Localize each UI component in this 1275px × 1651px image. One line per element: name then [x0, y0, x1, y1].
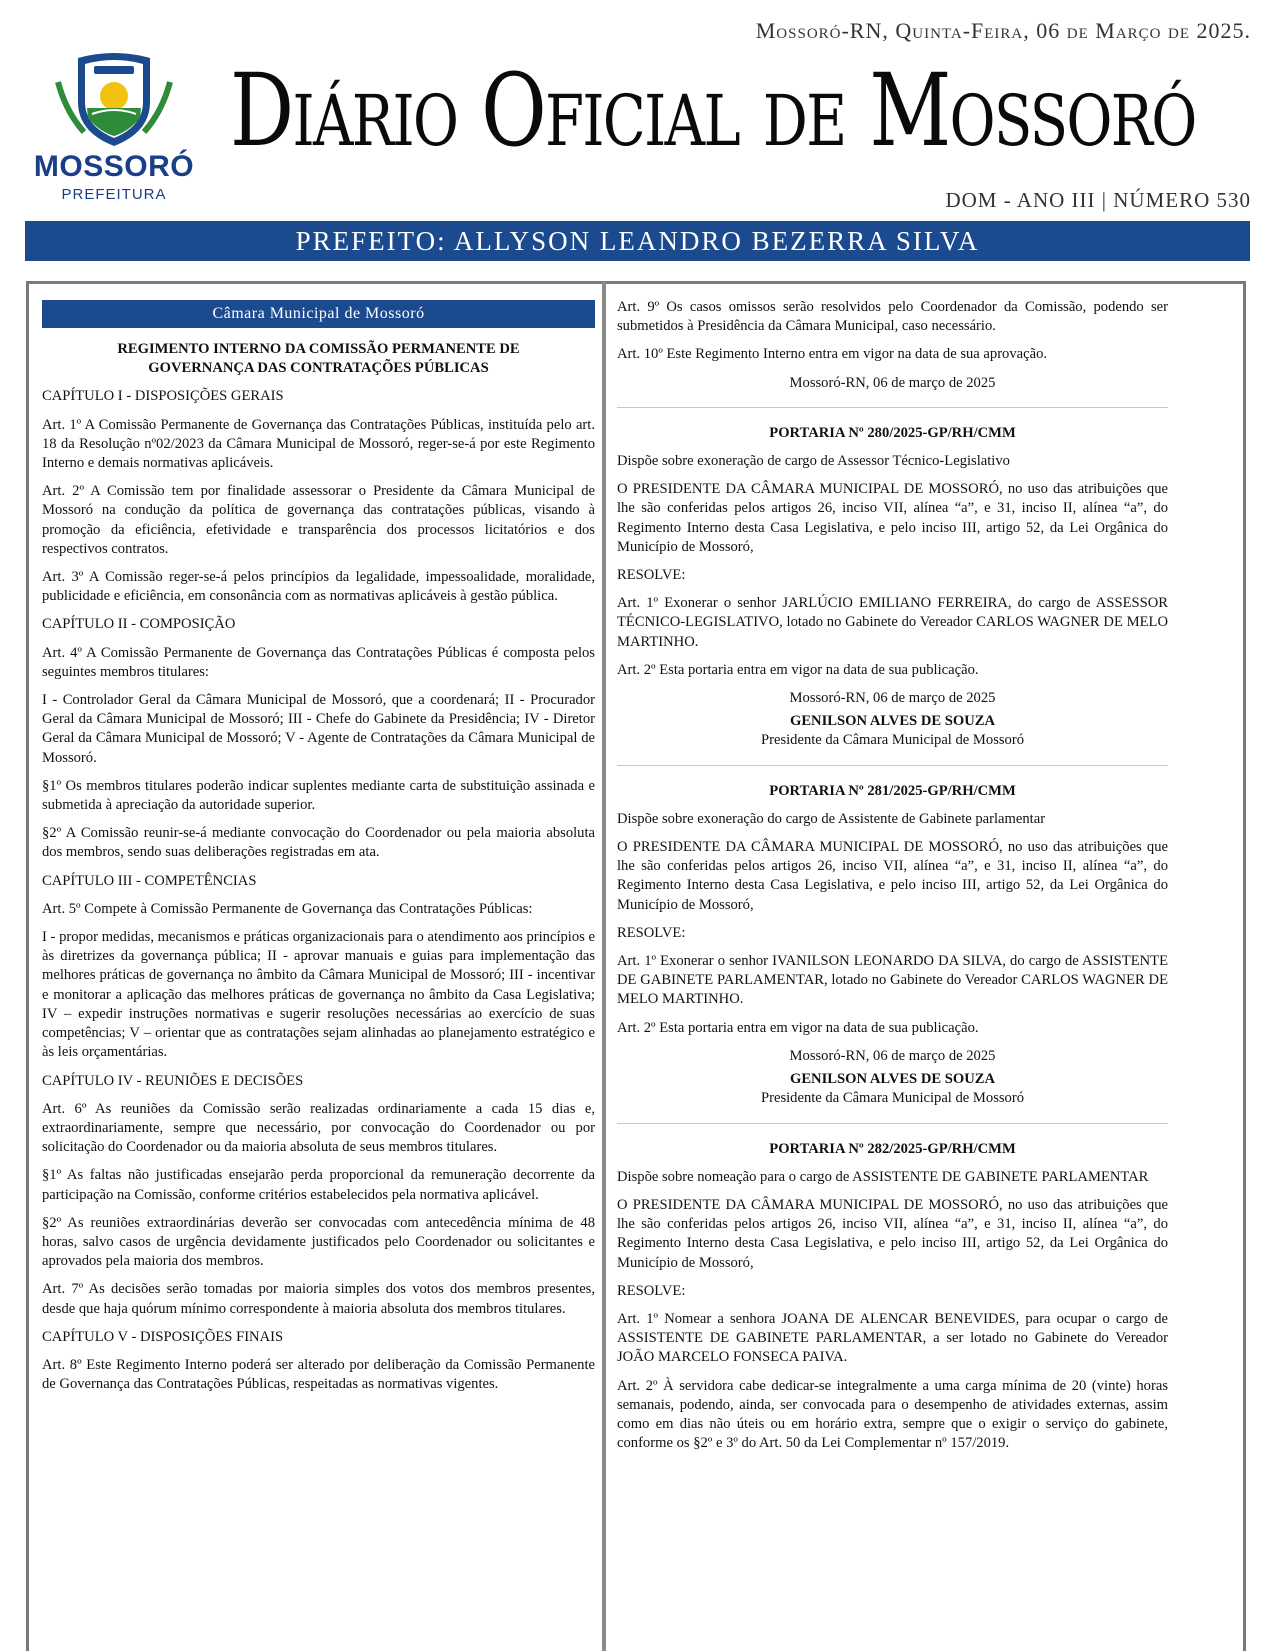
section-heading: Câmara Municipal de Mossoró [42, 300, 595, 328]
prefeitura-logo [24, 52, 204, 202]
portaria-title: PORTARIA Nº 281/2025-GP/RH/CMM [769, 782, 1016, 799]
regimento-title: REGIMENTO INTERNO DA COMISSÃO PERMANENTE DE GOVERNANÇA DAS CONTRATAÇÕES PÚBLICAS [117, 341, 520, 377]
paragraph: §1º Os membros titulares poderão indicar suplentes mediante carta de substituição assinada e submetida à apreciação da autoridade superior. [42, 777, 595, 814]
paragraph: Art. 9º Os casos omissos serão resolvidos pelo Coordenador da Comissão, podendo ser submetidos à Presidência da Câmara Municipal, caso necessário. [617, 299, 1168, 335]
signer-role: Presidente da Câmara Municipal de Mossoró [760, 1090, 1025, 1107]
portaria-preamble: O PRESIDENTE DA CÂMARA MUNICIPAL DE MOSSORÓ, no uso das atribuições que lhe são conferidas pelos artigos 26, inciso VII, alínea “a”, e 31, inciso II, alínea “a”, do Regimento Interno desta Casa Legislativa, e pelo inciso III, artigo 52, da Lei Orgânica do Município de Mossoró, [617, 839, 1168, 913]
portaria-date: Mossoró-RN, 06 de março de 2025 [789, 690, 996, 707]
edition-date: Mossoró-RN, Quinta-Feira, 06 de Março de 2025. [755, 18, 1251, 43]
paragraph: Art. 2º A Comissão tem por finalidade assessorar o Presidente da Câmara Municipal de Mossoró na condução da política de governança das contratações públicas, visando à promoção da eficiência, efetividade e transparência dos processos licitatórios e dos respectivos contratos. [42, 483, 595, 557]
portaria-art1: Art. 1º Nomear a senhora JOANA DE ALENCAR BENEVIDES, para ocupar o cargo de ASSISTENTE DE GABINETE PARLAMENTAR, a ser lotado no Gabinete do Vereador JOÃO MARCELO FONSECA PAIVA. [617, 1310, 1168, 1366]
portaria-resolve: RESOLVE: [617, 924, 686, 941]
portaria-subject: Dispõe sobre nomeação para o cargo de ASSISTENTE DE GABINETE PARLAMENTAR [617, 1168, 1149, 1185]
logo-wordmark: MOSSORÓ [33, 150, 195, 183]
signer-name: GENILSON ALVES DE SOUZA [789, 713, 996, 730]
separator [617, 407, 1168, 408]
portaria-art2: Art. 2º À servidora cabe dedicar-se integralmente a uma carga mínima de 20 (vinte) horas semanais, podendo, ainda, ser convocada para o desempenho de atividades externas, assim como em dias não úteis ou em horário extra, sempre que o exigir o serviço do gabinete, conforme os §2º e 3º do Art. 50 da Lei Complementar nº 157/2019. [617, 1377, 1168, 1452]
left-column [42, 300, 595, 1403]
logo-subtitle: PREFEITURA [61, 186, 167, 203]
paragraph: Art. 3º A Comissão reger-se-á pelos princípios da legalidade, impessoalidade, moralidade, publicidade e eficiência, em consonância com as normativas aplicáveis à gestão pública. [42, 569, 595, 605]
chapter-heading: CAPÍTULO II - COMPOSIÇÃO [42, 616, 236, 633]
masthead-title: Diário Oficial de Mossoró [230, 52, 1196, 169]
coat-of-arms-icon [54, 52, 174, 148]
chapter-heading: CAPÍTULO V - DISPOSIÇÕES FINAIS [42, 1328, 284, 1345]
paragraph: Art. 6º As reuniões da Comissão serão realizadas ordinariamente a cada 15 dias e, extraordinariamente, sempre que necessário, por convocação do Coordenador ou por solicitação do Coordenador ou da maioria absoluta de seus membros titulares. [42, 1100, 595, 1156]
issue-number: DOM - ANO III | NÚMERO 530 [945, 188, 1251, 212]
signer-name: GENILSON ALVES DE SOUZA [789, 1071, 996, 1088]
paragraph: I - propor medidas, mecanismos e práticas organizacionais para o atendimento aos princípios e às diretrizes da governança pública; II - aprovar manuais e guias para implementação das melhores práticas de governança no âmbito da Câmara Municipal de Mossoró; III - incentivar e monitorar a aplicação das melhores práticas de governança no âmbito da Casa Legislativa; IV – expedir instruções normativas e sugerir resoluções necessárias ao exercício de suas competências; V – orientar que as contratações sejam alinhadas ao planejamento estratégico e às leis orçamentárias. [42, 929, 595, 1061]
paragraph: §2º As reuniões extraordinárias deverão ser convocadas com antecedência mínima de 48 horas, salvo casos de urgência devidamente justificados pelo Coordenador ou solicitantes e aprovados pela maioria dos membros. [42, 1214, 595, 1270]
portaria-resolve: RESOLVE: [617, 567, 686, 584]
portaria-title: PORTARIA Nº 280/2025-GP/RH/CMM [769, 424, 1016, 441]
regimento-date: Mossoró-RN, 06 de março de 2025 [789, 374, 996, 391]
separator [617, 1123, 1168, 1124]
mayor-banner: PREFEITO: ALLYSON LEANDRO BEZERRA SILVA [25, 221, 1250, 261]
portaria-art2: Art. 2º Esta portaria entra em vigor na data de sua publicação. [617, 1019, 979, 1036]
paragraph: I - Controlador Geral da Câmara Municipal de Mossoró, que a coordenará; II - Procurador Geral da Câmara Municipal de Mossoró; III - Chefe do Gabinete da Presidência; IV - Diretor Geral da Câmara Municipal de Mossoró; V - Agente de Contratações da Câmara Municipal de Mossoró. [42, 692, 595, 766]
paragraph: Art. 8º Este Regimento Interno poderá ser alterado por deliberação da Comissão Permanente de Governança das Contratações Públicas, respeitadas as normativas vigentes. [42, 1356, 595, 1393]
portaria-subject: Dispõe sobre exoneração de cargo de Assessor Técnico-Legislativo [617, 453, 1010, 470]
portaria-art2: Art. 2º Esta portaria entra em vigor na data de sua publicação. [617, 661, 979, 678]
paragraph: Art. 1º A Comissão Permanente de Governança das Contratações Públicas, instituída pelo art. 18 da Resolução nº02/2023 da Câmara Municipal de Mossoró, reger-se-á por este Regimento Interno e demais normativas aplicáveis. [42, 416, 595, 472]
portaria-preamble: O PRESIDENTE DA CÂMARA MUNICIPAL DE MOSSORÓ, no uso das atribuições que lhe são conferidas pelos artigos 26, inciso VII, alínea “a”, e 31, inciso II, alínea “a”, do Regimento Interno desta Casa Legislativa, e pelo inciso III, artigo 52, da Lei Orgânica do Município de Mossoró, [617, 1196, 1168, 1271]
portaria-title: PORTARIA Nº 282/2025-GP/RH/CMM [769, 1140, 1016, 1157]
portaria-date: Mossoró-RN, 06 de março de 2025 [789, 1047, 996, 1064]
paragraph: Art. 5º Compete à Comissão Permanente de Governança das Contratações Públicas: [42, 900, 533, 917]
paragraph: §1º As faltas não justificadas ensejarão perda proporcional da remuneração decorrente da participação na Comissão, conforme critérios estabelecidos pela normativa aplicável. [42, 1167, 595, 1203]
right-column [617, 298, 1168, 1462]
signer-role: Presidente da Câmara Municipal de Mossoró [760, 732, 1025, 749]
portaria-resolve: RESOLVE: [617, 1282, 686, 1299]
separator [617, 765, 1168, 766]
chapter-heading: CAPÍTULO IV - REUNIÕES E DECISÕES [42, 1072, 304, 1089]
portaria-preamble: O PRESIDENTE DA CÂMARA MUNICIPAL DE MOSSORÓ, no uso das atribuições que lhe são conferidas pelos artigos 26, inciso VII, alínea “a”, e 31, inciso II, alínea “a”, do Regimento Interno desta Casa Legislativa, e pelo inciso III, artigo 52, da Lei Orgânica do Município de Mossoró, [617, 481, 1168, 555]
paragraph: §2º A Comissão reunir-se-á mediante convocação do Coordenador ou pela maioria absoluta dos membros, sendo suas deliberações registradas em ata. [42, 825, 595, 861]
portaria-art1: Art. 1º Exonerar o senhor JARLÚCIO EMILIANO FERREIRA, do cargo de ASSESSOR TÉCNICO-LEGISLATIVO, lotado no Gabinete do Vereador CARLOS WAGNER DE MELO MARTINHO. [617, 595, 1168, 650]
portaria-subject: Dispõe sobre exoneração do cargo de Assistente de Gabinete parlamentar [617, 810, 1046, 827]
paragraph: Art. 4º A Comissão Permanente de Governança das Contratações Públicas é composta pelos seguintes membros titulares: [42, 644, 595, 680]
portaria-art1: Art. 1º Exonerar o senhor IVANILSON LEONARDO DA SILVA, do cargo de ASSISTENTE DE GABINETE PARLAMENTAR, lotado no Gabinete do Vereador CARLOS WAGNER DE MELO MARTINHO. [617, 953, 1168, 1008]
column-divider [602, 282, 606, 1651]
chapter-heading: CAPÍTULO III - COMPETÊNCIAS [42, 872, 257, 889]
chapter-heading: CAPÍTULO I - DISPOSIÇÕES GERAIS [42, 388, 284, 405]
paragraph: Art. 10º Este Regimento Interno entra em vigor na data de sua aprovação. [617, 346, 1048, 363]
paragraph: Art. 7º As decisões serão tomadas por maioria simples dos votos dos membros presentes, desde que haja quórum mínimo correspondente à maioria absoluta dos membros titulares. [42, 1281, 595, 1317]
